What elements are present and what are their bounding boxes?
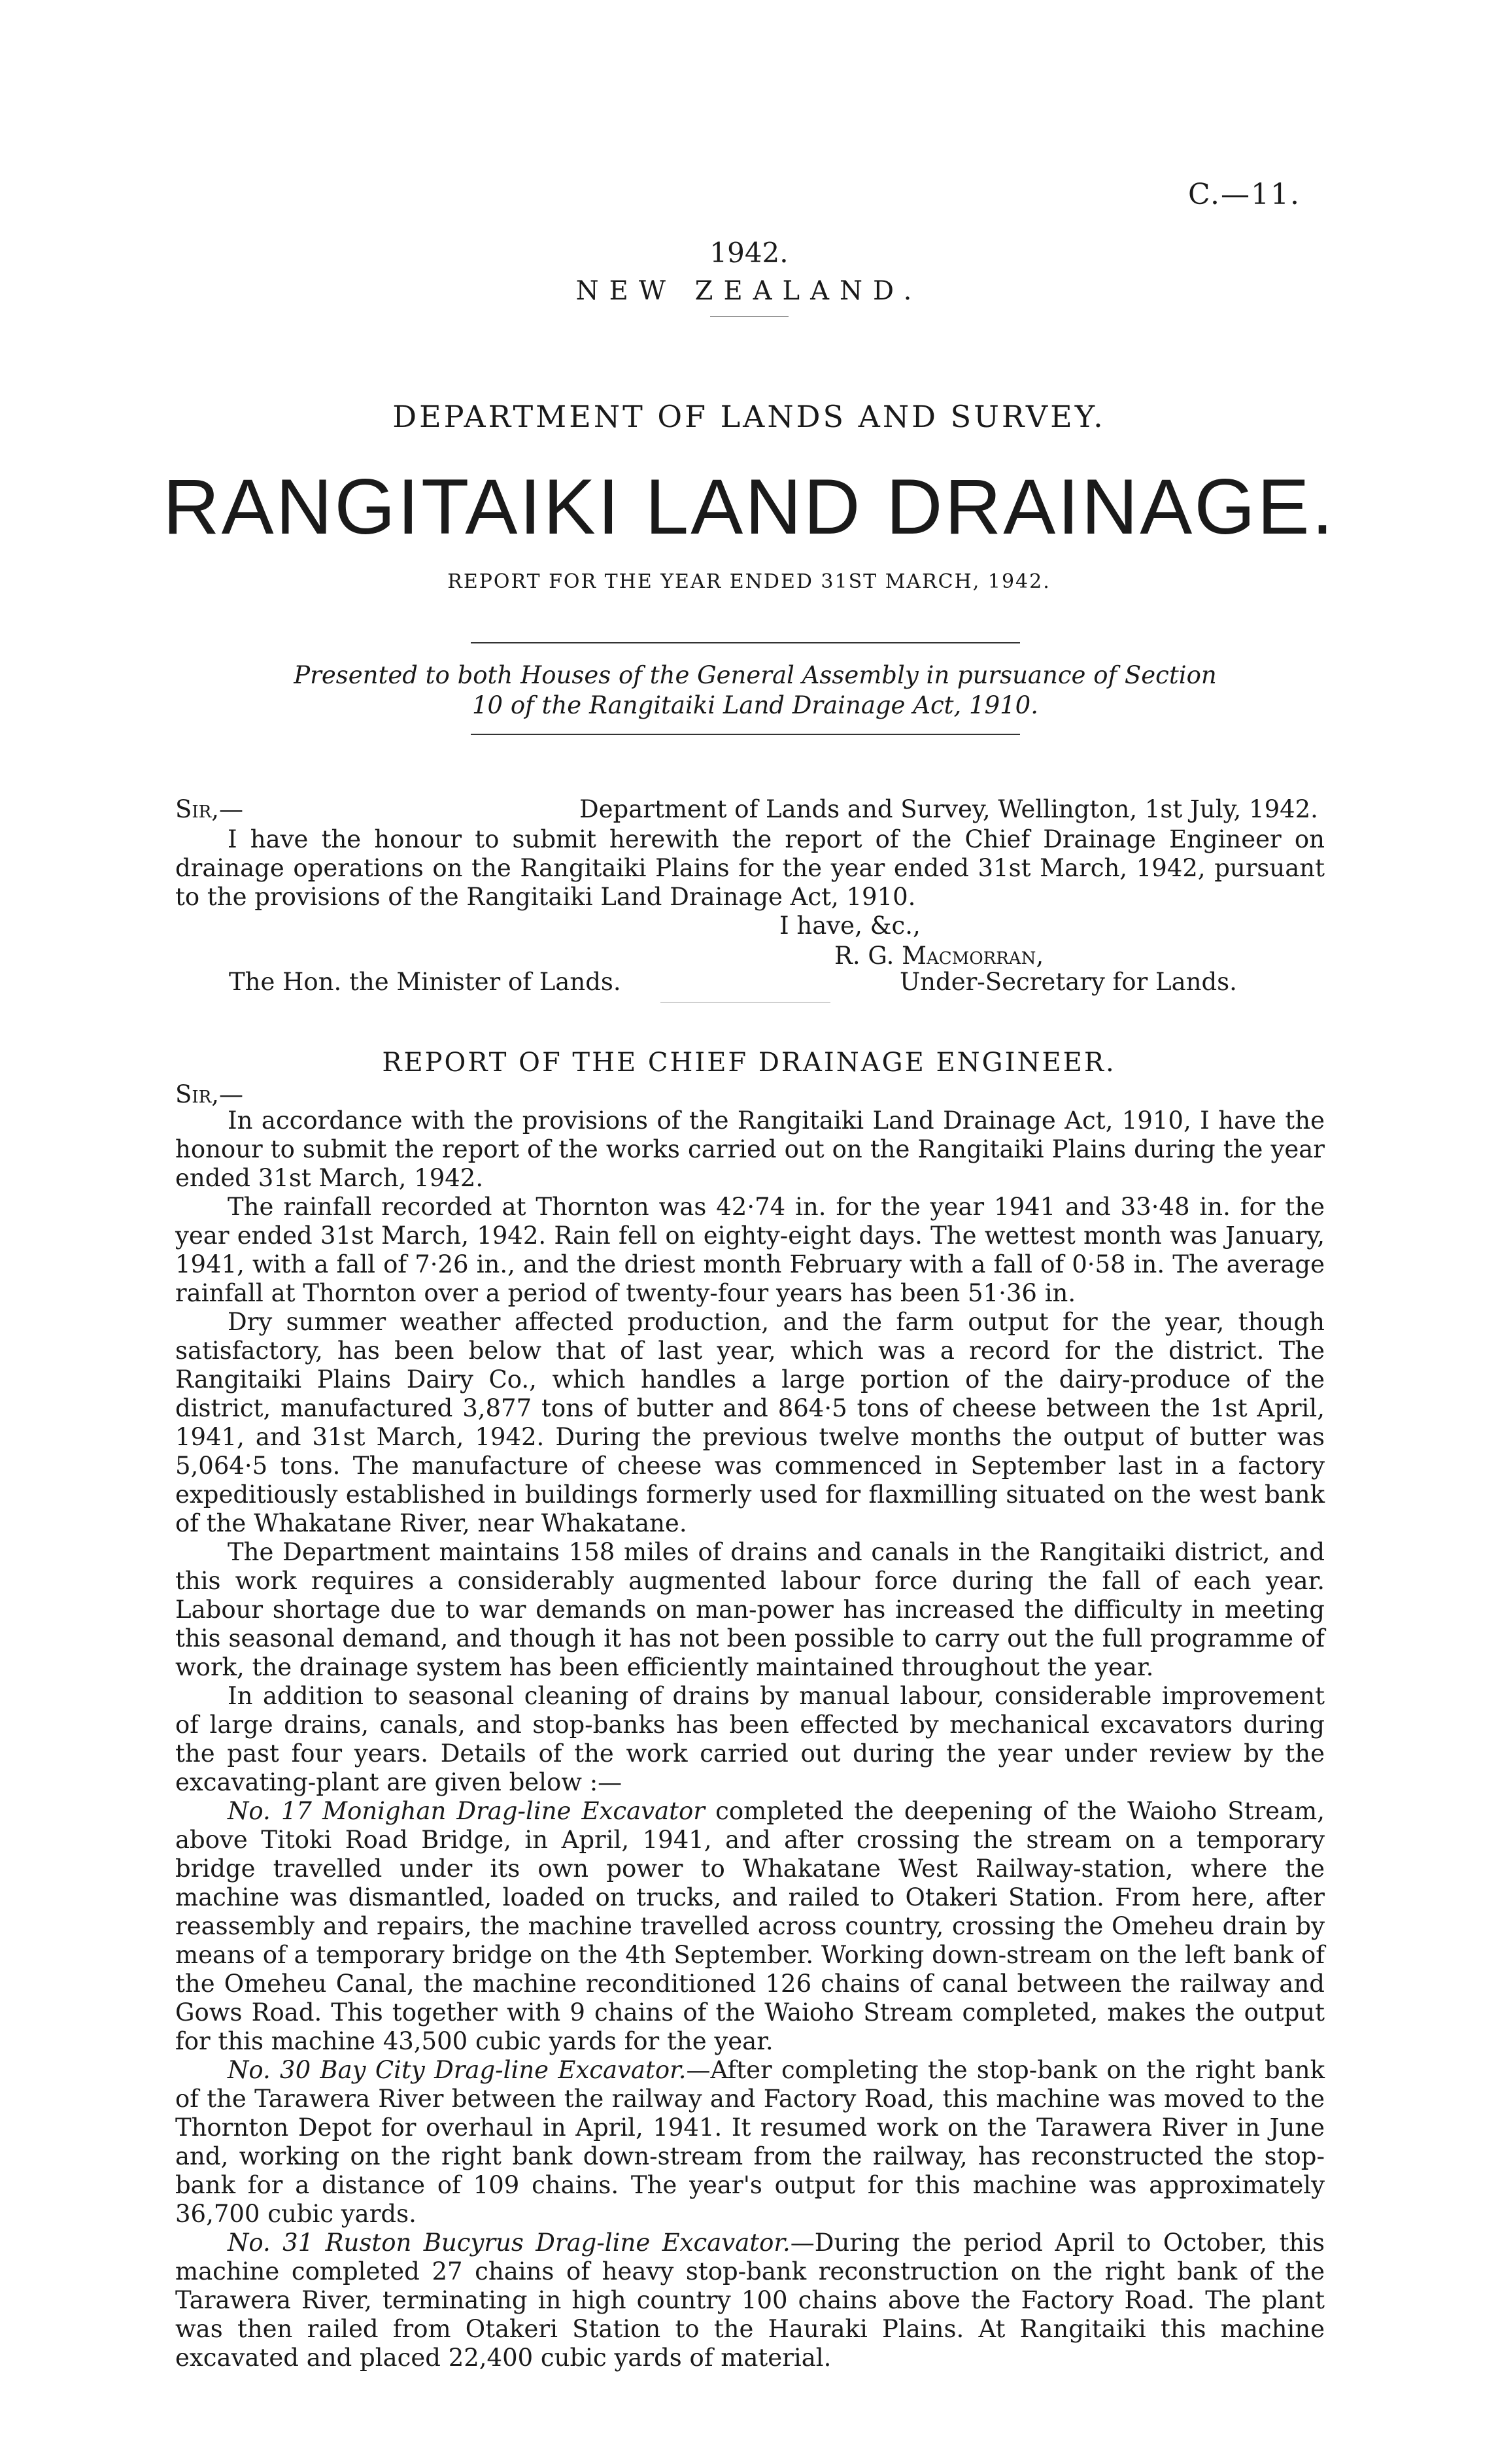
publication-year: 1942.: [709, 237, 789, 269]
document-reference: C.—11.: [1187, 178, 1301, 211]
divider-bottom: [471, 734, 1020, 735]
department-heading: DEPARTMENT OF LANDS AND SURVEY.: [392, 399, 1106, 434]
machine-name: No. 31 Ruston Bucyrus Drag-line Excavator.: [228, 2229, 791, 2257]
letter-signatory-title: Under-Secretary for Lands.: [900, 968, 1237, 996]
machine-text: —During the period April to October, this machine completed 27 chains of heavy stop-bank reconstruction on the right bank of the Tarawera River, terminating in high country 100 chains above the Factory Road. The plant was then railed from Otakeri Station to the Hauraki Plains. At Rangitaiki this machine excavated and placed 22,400 cubic yards of material.: [175, 2229, 1325, 2372]
report-salutation: Sir,—: [175, 1080, 243, 1108]
report-body: [175, 1106, 1325, 2372]
machine-paragraph: [175, 2229, 1325, 2372]
report-paragraph: Dry summer weather affected production, and the farm output for the year, though satisfactory, has been below that of last year, which was a record for the district. The Rangitaiki Plains Dairy Co., which handles a large portion of the dairy-produce of the district, manufactured 3,877 tons of butter and 864·5 tons of cheese between the 1st April, 1941, and 31st March, 1942. During the previous twelve months the output of butter was 5,064·5 tons. The manufacture of cheese was commenced in September last in a factory expeditiously established in buildings formerly used for flaxmilling situated on the west bank of the Whakatane River, near Whakatane.: [175, 1308, 1325, 1537]
letter-body: I have the honour to submit herewith the report of the Chief Drainage Engineer on drainage operations on the Rangitaiki Plains for the year ended 31st March, 1942, pursuant to the provisions of the Rangitaiki Land Drainage Act, 1910.: [175, 825, 1325, 911]
letter-addressee: The Hon. the Minister of Lands.: [229, 968, 621, 996]
machine-name: No. 17 Monighan Drag-line Excavator: [228, 1797, 705, 1825]
machine-paragraph: [175, 2056, 1325, 2229]
machine-text: —After completing the stop-bank on the right bank of the Tarawera River between the railway and Factory Road, this machine was moved to the Thornton Depot for overhaul in April, 1941. It resumed work on the Tarawera River in June and, working on the right bank down-stream from the railway, has reconstructed the stop-bank for a distance of 109 chains. The year's output for this machine was approximately 36,700 cubic yards.: [175, 2056, 1325, 2228]
report-paragraph: In addition to seasonal cleaning of drains by manual labour, considerable improvement of large drains, canals, and stop-banks has been effected by mechanical excavators during the past four years. Details of the work carried out during the year under review by the excavating-plant are given below :—: [175, 1682, 1325, 1796]
letter-salutation: Sir,—: [175, 795, 243, 823]
country-heading: NEW ZEALAND.: [575, 276, 923, 306]
letter-signatory: R. G. Macmorran,: [834, 942, 1044, 970]
page-title: RANGITAIKI LAND DRAINAGE.: [162, 463, 1336, 551]
machine-name: No. 30 Bay City Drag-line Excavator.: [228, 2056, 687, 2084]
report-paragraph: The Department maintains 158 miles of drains and canals in the Rangitaiki district, and this work requires a considerably augmented labour force during the fall of each year. Labour shortage due to war demands on man-power has increased the difficulty in meeting this seasonal demand, and though it has not been possible to carry out the full programme of work, the drainage system has been efficiently maintained throughout the year.: [175, 1538, 1325, 1681]
presentation-note: Presented to both Houses of the General Assembly in pursuance of Section 10 of the Rangitaiki Land Drainage Act, 1910.: [294, 661, 1217, 719]
letter-dateline: Department of Lands and Survey, Wellington, 1st July, 1942.: [579, 795, 1318, 823]
machine-paragraph: [175, 1797, 1325, 2056]
machine-text: completed the deepening of the Waioho Stream, above Titoki Road Bridge, in April, 1941, and after crossing the stream on a temporary bridge travelled under its own power to Whakatane West Railway-station, where the machine was dismantled, loaded on trucks, and railed to Otakeri Station. From here, after reassembly and repairs, the machine travelled across country, crossing the Omeheu drain by means of a temporary bridge on the 4th September. Working down-stream on the left bank of the Omeheu Canal, the machine reconditioned 126 chains of canal between the railway and Gows Road. This together with 9 chains of the Waioho Stream completed, makes the output for this machine 43,500 cubic yards for the year.: [175, 1797, 1325, 2055]
report-paragraph: In accordance with the provisions of the Rangitaiki Land Drainage Act, 1910, I have the honour to submit the report of the works carried out on the Rangitaiki Plains during the year ended 31st March, 1942.: [175, 1106, 1325, 1192]
report-heading: REPORT OF THE CHIEF DRAINAGE ENGINEER.: [382, 1048, 1116, 1078]
divider-top: [471, 642, 1020, 643]
report-subtitle: REPORT FOR THE YEAR ENDED 31ST MARCH, 1942.: [447, 570, 1051, 593]
letter-closing: I have, &c.,: [779, 912, 921, 940]
report-paragraph: The rainfall recorded at Thornton was 42·74 in. for the year 1941 and 33·48 in. for the year ended 31st March, 1942. Rain fell on eighty-eight days. The wettest month was January, 1941, with a fall of 7·26 in., and the driest month February with a fall of 0·58 in. The average rainfall at Thornton over a period of twenty-four years has been 51·36 in.: [175, 1193, 1325, 1307]
